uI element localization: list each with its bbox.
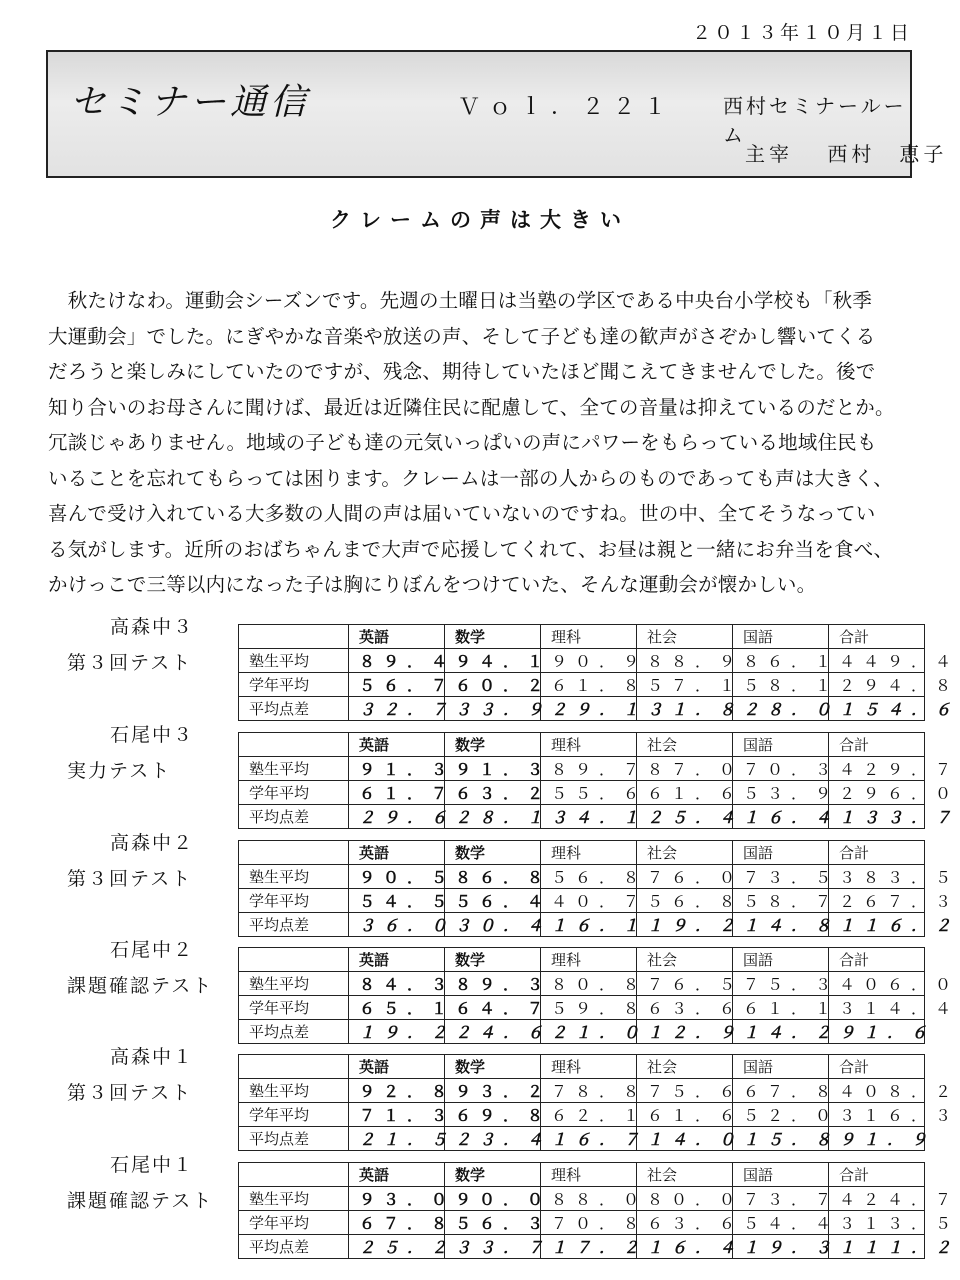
score-cell: ９１．９ [829,1127,925,1151]
score-cell: ４２９．７ [829,757,925,781]
header-blank-cell [239,1055,349,1079]
score-cell: ９３．０ [349,1187,445,1211]
score-cell: ９１．３ [349,757,445,781]
score-cell: ７５．６ [637,1079,733,1103]
column-header: 理科 [541,625,637,649]
host-name: 主宰 西村 恵子 [745,142,948,166]
score-cell: ５２．０ [733,1103,829,1127]
score-cell: ３３．７ [445,1235,541,1259]
table-header-row [239,841,925,865]
school-name: 高森中３ [110,616,195,638]
organization-name: 西村セミナールーム [723,94,907,147]
newsletter-title: セミナー通信 [70,82,311,123]
score-cell: １４．２ [733,1020,829,1044]
score-cell: ７６．０ [637,865,733,889]
row-label: 塾生平均 [239,865,349,889]
table-header-row [239,625,925,649]
score-cell: ６１．７ [349,781,445,805]
row-label: 平均点差 [239,1020,349,1044]
row-label: 塾生平均 [239,972,349,996]
table-row [239,1211,925,1235]
score-cell: ２５．２ [349,1235,445,1259]
column-header: 国語 [733,841,829,865]
score-cell: ２４．６ [445,1020,541,1044]
score-cell: ６３．６ [637,996,733,1020]
body-line: いることを忘れてもらっては困ります。クレームは一部の人からのものであっても声は大きく、 [48,466,893,490]
header-blank-cell [239,1163,349,1187]
column-header: 数学 [445,625,541,649]
body-line: 知り合いのお母さんに聞けば、最近は近隣住民に配慮して、全ての音量は抑えているのだとか。 [48,395,895,419]
table-row [239,865,925,889]
table-row [239,1103,925,1127]
score-cell: ３６．０ [349,913,445,937]
table-header-row [239,1055,925,1079]
column-header: 英語 [349,625,445,649]
score-cell: ５９．８ [541,996,637,1020]
column-header: 合計 [829,841,925,865]
row-label: 塾生平均 [239,1187,349,1211]
score-cell: ８０．８ [541,972,637,996]
score-cell: ６１．６ [637,1103,733,1127]
row-label: 学年平均 [239,889,349,913]
row-label: 平均点差 [239,697,349,721]
header-blank-cell [239,733,349,757]
score-cell: ５４．５ [349,889,445,913]
score-cell: ５６．３ [445,1211,541,1235]
table-row [239,781,925,805]
score-cell: ２９．６ [349,805,445,829]
score-cell: ３３．９ [445,697,541,721]
score-cell: ６３．２ [445,781,541,805]
test-name: 第３回テスト [67,868,193,890]
table-row [239,1235,925,1259]
score-cell: ９３．２ [445,1079,541,1103]
score-cell: ２８．１ [445,805,541,829]
column-header: 合計 [829,948,925,972]
score-cell: ６５．１ [349,996,445,1020]
body-line: 冗談じゃありません。地域の子ども達の元気いっぱいの声にパワーをもらっている地域住民も [48,431,877,454]
row-label: 学年平均 [239,1103,349,1127]
body-line: だろうと楽しみにしていたのですが、残念、期待していたほど聞こえてきませんでした。後で [48,360,876,383]
score-table [238,840,960,937]
table-row [239,889,925,913]
score-cell: ８９．４ [349,649,445,673]
score-cell: ２１．５ [349,1127,445,1151]
column-header: 社会 [637,1055,733,1079]
body-line: かけっこで三等以内になった子は胸にりぼんをつけていた、そんな運動会が懐かしい。 [48,573,817,596]
score-cell: ４０６．０ [829,972,925,996]
row-label: 塾生平均 [239,757,349,781]
table-row [239,972,925,996]
header-blank-cell [239,841,349,865]
table-row [239,913,925,937]
column-header: 国語 [733,1055,829,1079]
column-header: 数学 [445,1163,541,1187]
score-cell: ５６．７ [349,673,445,697]
row-label: 平均点差 [239,1235,349,1259]
score-cell: ６１．１ [733,996,829,1020]
table-row [239,1020,925,1044]
row-label: 平均点差 [239,805,349,829]
column-header: 理科 [541,841,637,865]
score-cell: １６．４ [637,1235,733,1259]
row-label: 塾生平均 [239,649,349,673]
column-header: 数学 [445,1055,541,1079]
column-header: 社会 [637,625,733,649]
row-label: 学年平均 [239,781,349,805]
score-cell: ８９．７ [541,757,637,781]
school-name: 石尾中２ [110,939,195,961]
score-cell: １５４．６ [829,697,925,721]
score-cell: ６２．１ [541,1103,637,1127]
test-name: 第３回テスト [67,652,193,674]
score-cell: １４．０ [637,1127,733,1151]
score-cell: ６１．８ [541,673,637,697]
score-cell: ７１．３ [349,1103,445,1127]
column-header: 国語 [733,733,829,757]
score-cell: ７８．８ [541,1079,637,1103]
score-cell: ７０．３ [733,757,829,781]
table-header-row [239,1163,925,1187]
score-cell: ３１３．５ [829,1211,925,1235]
score-cell: ８８．９ [637,649,733,673]
article-headline: クレームの声は大きい [330,207,630,232]
column-header: 合計 [829,625,925,649]
score-cell: ７３．５ [733,865,829,889]
column-header: 数学 [445,733,541,757]
score-cell: １６．１ [541,913,637,937]
score-cell: ２９４．８ [829,673,925,697]
score-cell: ２９．１ [541,697,637,721]
column-header: 英語 [349,948,445,972]
score-cell: ２８．０ [733,697,829,721]
column-header: 理科 [541,1163,637,1187]
test-name: 課題確認テスト [67,1190,214,1212]
column-header: 合計 [829,733,925,757]
score-cell: ５６．４ [445,889,541,913]
score-cell: ８０．０ [637,1187,733,1211]
score-cell: ８４．３ [349,972,445,996]
column-header: 合計 [829,1163,925,1187]
score-cell: ９２．８ [349,1079,445,1103]
score-cell: ２１．０ [541,1020,637,1044]
score-cell: ６１．６ [637,781,733,805]
table-row [239,1127,925,1151]
score-cell: ８８．０ [541,1187,637,1211]
score-cell: ４４９．４ [829,649,925,673]
score-cell: ５８．１ [733,673,829,697]
score-cell: １３３．７ [829,805,925,829]
score-cell: １６．４ [733,805,829,829]
score-cell: ３１．８ [637,697,733,721]
score-cell: １１６．２ [829,913,925,937]
column-header: 社会 [637,948,733,972]
table-header-row [239,733,925,757]
score-cell: ９０．０ [445,1187,541,1211]
body-line: 大運動会」でした。にぎやかな音楽や放送の声、そして子ども達の歓声がさぞかし響いてくる [48,324,876,348]
score-cell: ８７．０ [637,757,733,781]
body-line: 喜んで受け入れている大多数の人間の声は届いていないのですね。世の中、全てそうなってい [48,502,876,525]
score-table [238,1162,960,1259]
score-cell: １９．３ [733,1235,829,1259]
newsletter-header [46,50,948,178]
column-header: 理科 [541,733,637,757]
score-cell: ６７．８ [349,1211,445,1235]
score-cell: ３１６．３ [829,1103,925,1127]
column-header: 英語 [349,841,445,865]
score-cell: ９４．１ [445,649,541,673]
body-line: る気がします。近所のおばちゃんまで大声で応援してくれて、お昼は親と一緒にお弁当を食べ、 [48,537,894,561]
score-cell: ６７．８ [733,1079,829,1103]
row-label: 学年平均 [239,996,349,1020]
table-row [239,996,925,1020]
school-name: 石尾中３ [110,724,195,746]
score-cell: １１１．２ [829,1235,925,1259]
table-row [239,649,925,673]
score-cell: ９１．６ [829,1020,925,1044]
score-cell: ９０．９ [541,649,637,673]
score-cell: ７３．７ [733,1187,829,1211]
row-label: 学年平均 [239,673,349,697]
score-table [238,732,960,829]
score-cell: ２３．４ [445,1127,541,1151]
score-cell: ５３．９ [733,781,829,805]
score-cell: ９０．５ [349,865,445,889]
table-row [239,697,925,721]
score-cell: ６３．６ [637,1211,733,1235]
header-blank-cell [239,625,349,649]
score-cell: ７０．８ [541,1211,637,1235]
score-cell: ５８．７ [733,889,829,913]
score-cell: ３４．１ [541,805,637,829]
table-row [239,673,925,697]
score-cell: ６４．７ [445,996,541,1020]
table-header-row [239,948,925,972]
body-line: 秋たけなわ。運動会シーズンです。先週の土曜日は当塾の学区である中央台小学校も「秋季 [48,289,873,312]
score-cell: ３１４．４ [829,996,925,1020]
column-header: 英語 [349,733,445,757]
test-name: 第３回テスト [67,1082,193,1104]
column-header: 合計 [829,1055,925,1079]
score-cell: １９．２ [349,1020,445,1044]
score-table [238,947,960,1044]
score-cell: ６０．２ [445,673,541,697]
score-cell: １７．２ [541,1235,637,1259]
volume-number: Ｖｏｌ．２２１ [458,95,676,120]
score-cell: ７５．３ [733,972,829,996]
row-label: 塾生平均 [239,1079,349,1103]
issue-date: ２０１３年１０月１日 [691,22,912,44]
score-cell: ４０．７ [541,889,637,913]
header-blank-cell [239,948,349,972]
column-header: 社会 [637,733,733,757]
score-cell: ５６．８ [637,889,733,913]
score-cell: ８９．３ [445,972,541,996]
school-name: 高森中１ [110,1046,195,1068]
row-label: 平均点差 [239,913,349,937]
score-cell: ９１．３ [445,757,541,781]
score-cell: ３０．４ [445,913,541,937]
column-header: 社会 [637,841,733,865]
column-header: 国語 [733,625,829,649]
column-header: 英語 [349,1163,445,1187]
score-cell: ７６．５ [637,972,733,996]
score-cell: ５６．８ [541,865,637,889]
score-cell: ３８３．５ [829,865,925,889]
score-cell: １４．８ [733,913,829,937]
score-cell: １９．２ [637,913,733,937]
score-cell: ６９．８ [445,1103,541,1127]
score-cell: ５４．４ [733,1211,829,1235]
column-header: 英語 [349,1055,445,1079]
score-cell: ５５．６ [541,781,637,805]
score-cell: ８６．８ [445,865,541,889]
score-table [238,624,960,721]
column-header: 国語 [733,948,829,972]
score-cell: ３２．７ [349,697,445,721]
row-label: 学年平均 [239,1211,349,1235]
column-header: 社会 [637,1163,733,1187]
score-cell: ２５．４ [637,805,733,829]
column-header: 数学 [445,841,541,865]
article-body [48,283,916,603]
school-name: 高森中２ [110,832,195,854]
score-cell: ８６．１ [733,649,829,673]
table-row [239,805,925,829]
column-header: 理科 [541,948,637,972]
score-cell: ４０８．２ [829,1079,925,1103]
score-table [238,1054,960,1151]
table-row [239,757,925,781]
table-row [239,1187,925,1211]
row-label: 平均点差 [239,1127,349,1151]
test-name: 課題確認テスト [67,975,214,997]
column-header: 国語 [733,1163,829,1187]
score-cell: １６．７ [541,1127,637,1151]
school-name: 石尾中１ [110,1154,195,1176]
test-name: 実力テスト [67,760,172,782]
column-header: 理科 [541,1055,637,1079]
score-cell: １２．９ [637,1020,733,1044]
column-header: 数学 [445,948,541,972]
score-cell: ２６７．３ [829,889,925,913]
score-cell: ５７．１ [637,673,733,697]
score-cell: １５．８ [733,1127,829,1151]
score-cell: ２９６．０ [829,781,925,805]
score-cell: ４２４．７ [829,1187,925,1211]
table-row [239,1079,925,1103]
